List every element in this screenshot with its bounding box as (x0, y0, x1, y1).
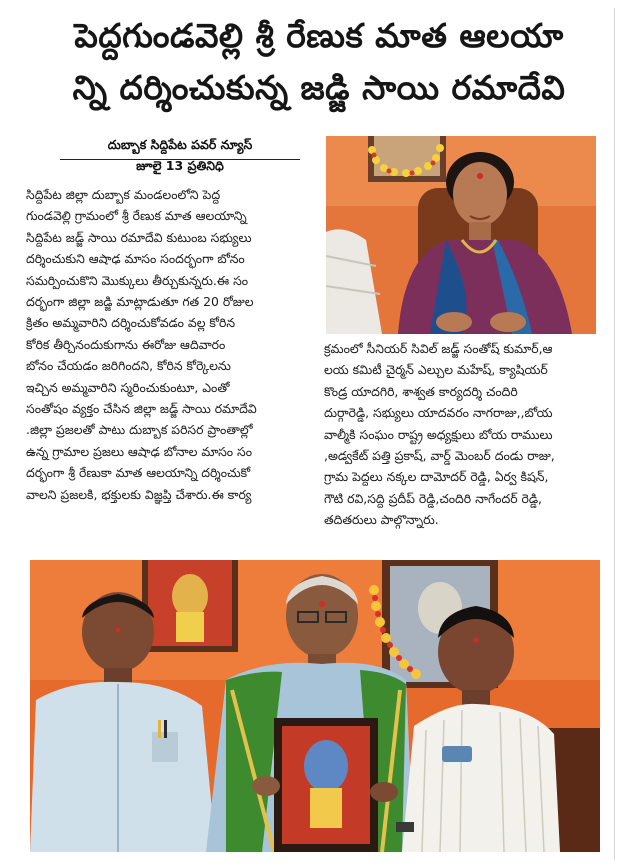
body-line: లయ కమిటీ చైర్మన్ ఎల్చుల మహేష్, క్యాషియర్ (324, 362, 548, 378)
body-line: బోనం చేయడం జరిగిందని, కోరిన కోర్కెలను (26, 358, 231, 374)
body-line: దర్శించుకుని ఆషాఢ మాసం సందర్భంగా బోనం (26, 251, 245, 267)
body-line: .జిల్లా ప్రజలతో పాటు దుబ్బాక పరిసర ప్రాంతాల్లో (26, 422, 253, 438)
body-line: ,అడ్వకేట్ పత్తి ప్రకాష్, వార్డ్ మెంబర్ దండు రాజు, (324, 448, 555, 464)
headline-line-1: పెద్దగుండవెల్లి శ్రీ రేణుక మాత ఆలయా (74, 16, 564, 55)
dateline-source: దుబ్బాక సిద్దిపేట పవర్ న్యూస్ (60, 137, 300, 160)
body-line: గుండవెల్లి గ్రామంలో శ్రీ రేణుక మాత ఆలయాన్ని (26, 208, 247, 224)
group-photo-illustration (30, 560, 600, 852)
dateline-date: జూలై 13 ప్రతినిధి (136, 158, 224, 173)
body-line: క్రమంలో సీనియర్ సివిల్ జడ్జ్ సంతోష్ కుమార్,ఆ (324, 341, 553, 356)
body-line: కోరిక తీర్చినందుకుగాను ఈరోజు ఆదివారం (26, 336, 226, 352)
body-line: దర్భంగా శ్రీ రేణుకా మాత ఆలయాన్ని దర్శించుకో (26, 465, 251, 481)
article-body-right (324, 338, 602, 531)
body-line: సిద్దిపేట జడ్జ్ సాయి రమాదేవి కుటుంబ సభ్యులు (26, 229, 252, 245)
body-line: వాలని ప్రజలకి, భక్తులకు విజ్ఞప్తి చేశారు.ఈ కార్య (26, 486, 252, 502)
body-line: గ్రామ పెద్దలు నక్కల దామోదర్ రెడ్డి, ఏర్వ కిషన్, (324, 469, 549, 485)
portrait-photo-illustration (326, 136, 596, 334)
body-line: సంతోషం వ్యక్తం చేసిన జిల్లా జడ్జ్ సాయి రమాదేవి (26, 401, 257, 417)
body-line: దర్భంగా జిల్లా జడ్జి మాట్లాడుతూ గత 20 రోజుల (26, 294, 254, 310)
portrait-photo (326, 136, 596, 334)
body-line: సమర్పించుకొని మొక్కులు తీర్చుకున్నరు.ఈ సం (26, 272, 249, 288)
body-line: ఇచ్చిన అమ్మవారిని స్మరించుకుంటూ, ఎంతో (26, 379, 230, 395)
body-line: తదితరులు పాల్గొన్నారు. (324, 512, 439, 528)
headline-line-2: న్ని దర్శించుకున్న జడ్జి సాయి రమాదేవి (72, 68, 566, 107)
body-line: దుర్గారెడ్డి, సభ్యులు యాదవరం నాగరాజు,,బోయ (324, 405, 553, 421)
body-line: కొండ్ర యాదగిరి, శాశ్వత కార్యదర్శి చందిరి (324, 383, 518, 399)
body-line: వాల్మీకి సంఘం రాష్ట్ర అధ్యక్షులు బోయ రాములు (324, 426, 553, 442)
body-line: ఉన్న గ్రామాల ప్రజలు ఆషాఢ బోనాల మాసం సం (26, 443, 252, 459)
body-line: క్రితం అమ్మవారిని దర్శించుకోవడం వల్ల కోరిన (26, 315, 236, 331)
group-photo (30, 560, 600, 852)
article-body-left (26, 184, 318, 505)
body-line: గౌటి రవి,సద్ది ప్రదీప్ రెడ్డి,చందిరి నాగేందర్ రెడ్డి, (324, 490, 542, 506)
body-line: సిద్దిపేట జిల్లా దుబ్బాక మండలంలోని పెద్ద (26, 187, 221, 202)
